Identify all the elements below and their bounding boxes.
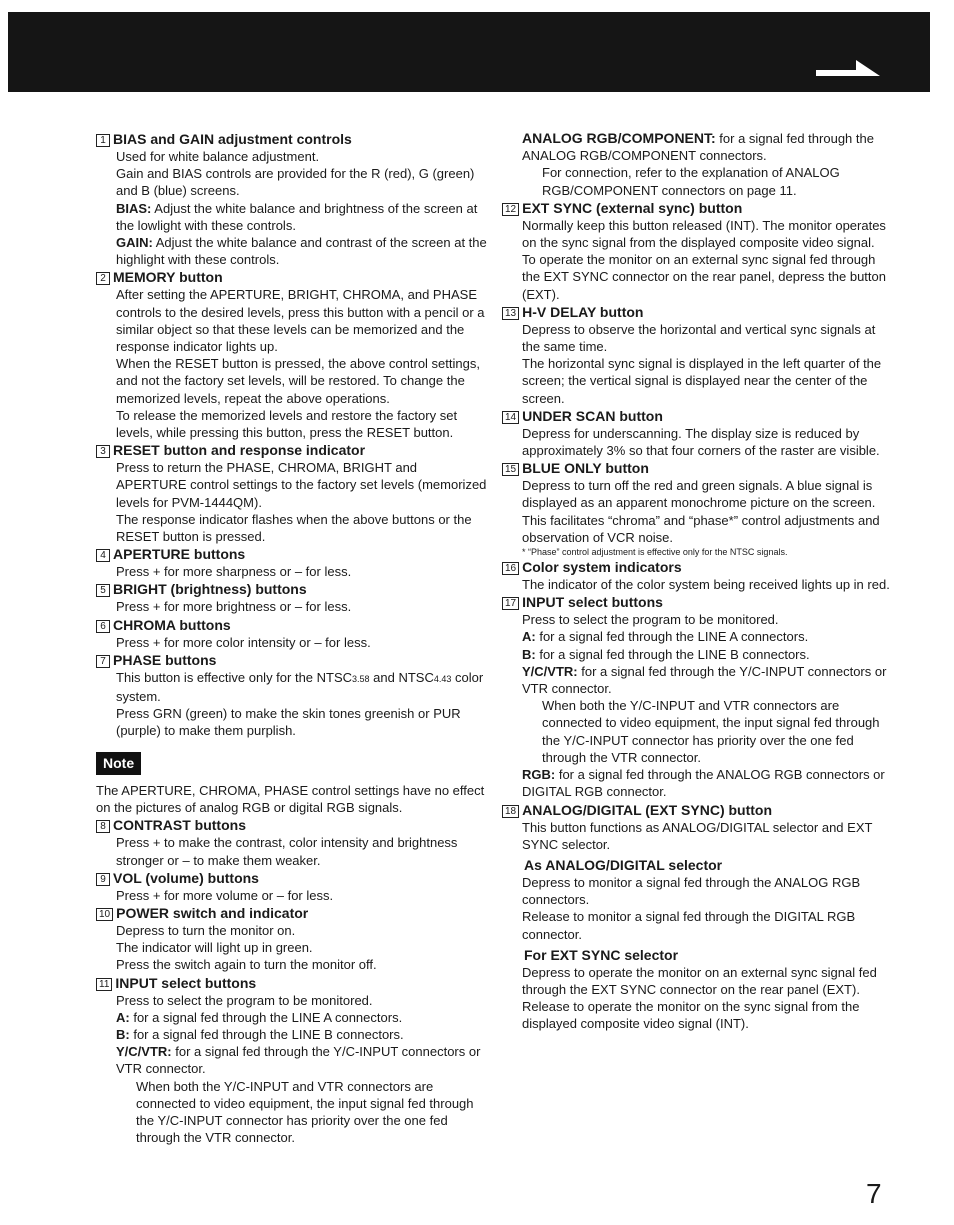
section-bias-gain xyxy=(96,130,488,268)
subheading: For EXT SYNC selector xyxy=(524,946,679,963)
section-under-scan xyxy=(502,407,892,459)
paragraph xyxy=(522,766,892,800)
section-analog-digital xyxy=(502,801,892,1033)
paragraph xyxy=(522,130,892,164)
section-heading xyxy=(96,130,488,148)
section-number: 16 xyxy=(502,562,519,575)
section-title: CONTRAST buttons xyxy=(113,817,246,834)
section-heading xyxy=(96,268,488,286)
term-label: B: xyxy=(522,646,536,662)
text-span: for a signal fed through the ANALOG RGB/COMPONENT connectors. xyxy=(522,131,874,164)
section-title: INPUT select buttons xyxy=(522,594,663,611)
section-contrast xyxy=(96,816,488,868)
note-badge: Note xyxy=(96,752,141,775)
text-span: 4.43 xyxy=(433,673,452,684)
paragraph xyxy=(116,1026,488,1043)
section-power xyxy=(96,904,488,974)
section-number: 5 xyxy=(96,584,110,597)
text-span: Adjust the white balance and brightness of the screen at the lowlight with these controls. xyxy=(116,200,478,233)
term-label: ANALOG RGB/COMPONENT: xyxy=(522,130,716,146)
paragraph: Press + for more color intensity or – for less. xyxy=(116,634,371,650)
section-chroma xyxy=(96,616,488,651)
paragraph: Depress to observe the horizontal and vertical sync signals at the same time. xyxy=(522,321,876,355)
section-title: PHASE buttons xyxy=(113,651,217,668)
section-number: 14 xyxy=(502,411,519,424)
paragraph xyxy=(522,663,892,697)
text-span: for a signal fed through the LINE A connectors. xyxy=(133,1009,403,1025)
section-title: EXT SYNC (external sync) button xyxy=(522,199,743,216)
term-label: Y/C/VTR: xyxy=(522,663,578,679)
left-column xyxy=(96,130,488,1146)
section-number: 10 xyxy=(96,908,113,921)
section-number: 2 xyxy=(96,272,110,285)
text-span: for a signal fed through the LINE A connectors. xyxy=(539,629,809,645)
paragraph: Press to return the PHASE, CHROMA, BRIGHT and APERTURE control settings to the factory set levels (memorized levels for PVM-1444QM). xyxy=(116,460,487,510)
text-span: for a signal fed through the LINE B connectors. xyxy=(133,1026,404,1042)
section-hv-delay xyxy=(502,303,892,407)
paragraph: Press GRN (green) to make the skin tones greenish or PUR (purple) to make them purplish. xyxy=(116,706,461,739)
paragraph: Normally keep this button released (INT). The monitor operates on the sync signal from the displayed composite video signal. xyxy=(522,217,886,251)
section-number: 11 xyxy=(96,978,112,991)
text-span: Adjust the white balance and contrast of the screen at the highlight with these controls. xyxy=(116,235,487,268)
section-vol xyxy=(96,869,488,904)
paragraph: The indicator of the color system being received lights up in red. xyxy=(522,577,890,593)
section-title: CHROMA buttons xyxy=(113,616,231,633)
note-block xyxy=(96,740,488,817)
paragraph xyxy=(522,646,892,663)
section-input-select-left xyxy=(96,974,488,1147)
paragraph xyxy=(116,1043,488,1077)
section-heading xyxy=(96,816,488,834)
section-title: Color system indicators xyxy=(522,559,682,576)
paragraph: This button functions as ANALOG/DIGITAL selector and EXT SYNC selector. xyxy=(522,819,873,852)
paragraph: Press the switch again to turn the monitor off. xyxy=(116,957,377,973)
paragraph: The horizontal sync signal is displayed in the left quarter of the screen; the vertical signal is displayed near the center of the screen. xyxy=(522,356,882,406)
section-heading xyxy=(96,904,488,922)
text-span: for a signal fed through the Y/C-INPUT connectors or VTR connector. xyxy=(116,1044,481,1077)
paragraph: Release to operate the monitor on the sync signal from the displayed composite video signal (INT). xyxy=(522,999,860,1032)
right-column xyxy=(502,130,892,1033)
section-heading xyxy=(502,459,892,477)
paragraph: Depress to turn off the red and green signals. A blue signal is displayed as an apparent monochrome picture on the screen. This facilitates “chroma” and “phase*” control adjustments and observation of VCR noise. xyxy=(522,478,880,545)
section-heading xyxy=(96,441,488,459)
text-span: for a signal fed through the ANALOG RGB connectors or DIGITAL RGB connector. xyxy=(522,767,885,800)
section-heading xyxy=(96,545,488,563)
paragraph: Press + for more volume or – for less. xyxy=(116,887,334,903)
paragraph: Press to select the program to be monitored. xyxy=(522,612,779,628)
text-span: for a signal fed through the LINE B connectors. xyxy=(539,646,810,662)
section-title: VOL (volume) buttons xyxy=(113,869,259,886)
section-title: ANALOG/DIGITAL (EXT SYNC) button xyxy=(522,801,773,818)
paragraph xyxy=(522,628,892,645)
section-reset xyxy=(96,441,488,545)
section-title: BIAS and GAIN adjustment controls xyxy=(113,131,352,147)
footnote: * “Phase” control adjustment is effective only for the NTSC signals. xyxy=(522,547,788,558)
section-heading xyxy=(96,580,488,598)
paragraph: For connection, refer to the explanation of ANALOG RGB/COMPONENT connectors on page 11. xyxy=(542,165,840,198)
paragraph: Depress to operate the monitor on an external sync signal fed through the EXT SYNC connector on the rear panel (EXT). xyxy=(522,964,877,997)
paragraph xyxy=(116,234,488,268)
term-label: GAIN: xyxy=(116,235,153,251)
term-label: B: xyxy=(116,1026,130,1042)
paragraph: The response indicator flashes when the above buttons or the RESET button is pressed. xyxy=(116,511,472,545)
section-heading xyxy=(96,651,488,669)
arrow-right-icon xyxy=(816,58,880,84)
section-number: 17 xyxy=(502,597,519,610)
paragraph: Depress to monitor a signal fed through the ANALOG RGB connectors. xyxy=(522,874,861,908)
text-span: color system. xyxy=(116,669,484,705)
section-number: 3 xyxy=(96,445,110,458)
section-heading xyxy=(502,199,892,217)
section-heading xyxy=(96,616,488,634)
section-title: RESET button and response indicator xyxy=(113,442,366,459)
section-title: POWER switch and indicator xyxy=(116,904,309,921)
section-heading xyxy=(502,407,892,425)
paragraph: Press to select the program to be monitored. xyxy=(116,992,373,1008)
term-label: A: xyxy=(116,1009,130,1025)
section-aperture xyxy=(96,545,488,580)
paragraph: Press + to make the contrast, color intensity and brightness stronger or – to make them weaker. xyxy=(116,835,458,868)
paragraph: Gain and BIAS controls are provided for the R (red), G (green) and B (blue) screens. xyxy=(116,166,475,199)
paragraph: Press + for more brightness or – for less. xyxy=(116,599,352,615)
section-number: 1 xyxy=(96,134,110,147)
section-number: 8 xyxy=(96,820,110,833)
paragraph: Depress to turn the monitor on. xyxy=(116,922,296,938)
paragraph: When the RESET button is pressed, the above control settings, and not the factory set levels, will be restored. To change the memorized levels, repeat the above operations. xyxy=(116,356,480,406)
paragraph: Depress for underscanning. The display size is reduced by approximately 3% so that four corners of the raster are visible. xyxy=(522,425,880,459)
section-number: 6 xyxy=(96,620,110,633)
page-number: 7 xyxy=(866,1178,882,1209)
text-span: This button is effective only for the NTSC xyxy=(116,669,353,685)
section-number: 15 xyxy=(502,463,519,476)
section-analog-rgb-component xyxy=(502,130,892,199)
term-label: Y/C/VTR: xyxy=(116,1044,172,1060)
section-title: BRIGHT (brightness) buttons xyxy=(113,581,307,598)
section-input-select-right xyxy=(502,593,892,800)
paragraph: When both the Y/C-INPUT and VTR connectors are connected to video equipment, the input signal fed through the Y/C-INPUT connector has priority over the one fed through the VTR connector. xyxy=(542,698,880,765)
section-heading xyxy=(502,801,892,819)
section-color-system xyxy=(502,558,892,593)
section-blue-only xyxy=(502,459,892,558)
section-title: UNDER SCAN button xyxy=(522,407,663,424)
text-span: for a signal fed through the Y/C-INPUT connectors or VTR connector. xyxy=(522,663,887,697)
section-number: 12 xyxy=(502,203,519,216)
section-heading xyxy=(502,558,892,576)
paragraph: The indicator will light up in green. xyxy=(116,940,313,956)
section-heading xyxy=(502,303,892,321)
section-bright xyxy=(96,580,488,615)
header-band xyxy=(8,12,930,92)
paragraph: To operate the monitor on an external sync signal fed through the EXT SYNC connector on the rear panel, depress the button (EXT). xyxy=(522,252,886,302)
paragraph: When both the Y/C-INPUT and VTR connectors are connected to video equipment, the input signal fed through the Y/C-INPUT connector has priority over the one fed through the VTR connector. xyxy=(136,1078,474,1146)
note-text: The APERTURE, CHROMA, PHASE control settings have no effect on the pictures of analog RGB or digital RGB signals. xyxy=(96,782,485,816)
section-title: H-V DELAY button xyxy=(522,303,644,320)
text-span: and NTSC xyxy=(369,669,434,685)
paragraph: Release to monitor a signal fed through the DIGITAL RGB connector. xyxy=(522,909,856,942)
section-number: 13 xyxy=(502,307,519,320)
section-ext-sync xyxy=(502,199,892,303)
section-title: BLUE ONLY button xyxy=(522,460,649,477)
term-label: A: xyxy=(522,629,536,645)
section-number: 9 xyxy=(96,873,110,886)
paragraph xyxy=(116,669,488,705)
section-memory xyxy=(96,268,488,441)
section-heading xyxy=(96,869,488,887)
paragraph xyxy=(116,1009,488,1026)
section-number: 7 xyxy=(96,655,110,668)
section-number: 4 xyxy=(96,549,110,562)
text-span: 3.58 xyxy=(352,673,370,684)
section-title: INPUT select buttons xyxy=(115,974,257,991)
term-label: RGB: xyxy=(522,767,556,783)
section-heading xyxy=(502,593,892,611)
paragraph: To release the memorized levels and restore the factory set levels, while pressing this button, press the RESET button. xyxy=(116,407,458,441)
section-number: 18 xyxy=(502,805,519,818)
section-title: MEMORY button xyxy=(113,269,223,286)
section-phase xyxy=(96,651,488,740)
paragraph: Used for white balance adjustment. xyxy=(116,149,320,164)
paragraph: After setting the APERTURE, BRIGHT, CHROMA, and PHASE controls to the desired levels, press this button with a pencil or a similar object so that these levels can be memorized and the response indicator lights up. xyxy=(116,287,485,355)
section-title: APERTURE buttons xyxy=(113,546,246,563)
term-label: BIAS: xyxy=(116,200,152,216)
paragraph xyxy=(116,200,488,234)
paragraph: Press + for more sharpness or – for less. xyxy=(116,564,352,580)
subheading: As ANALOG/DIGITAL selector xyxy=(524,856,723,873)
section-heading xyxy=(96,974,488,992)
